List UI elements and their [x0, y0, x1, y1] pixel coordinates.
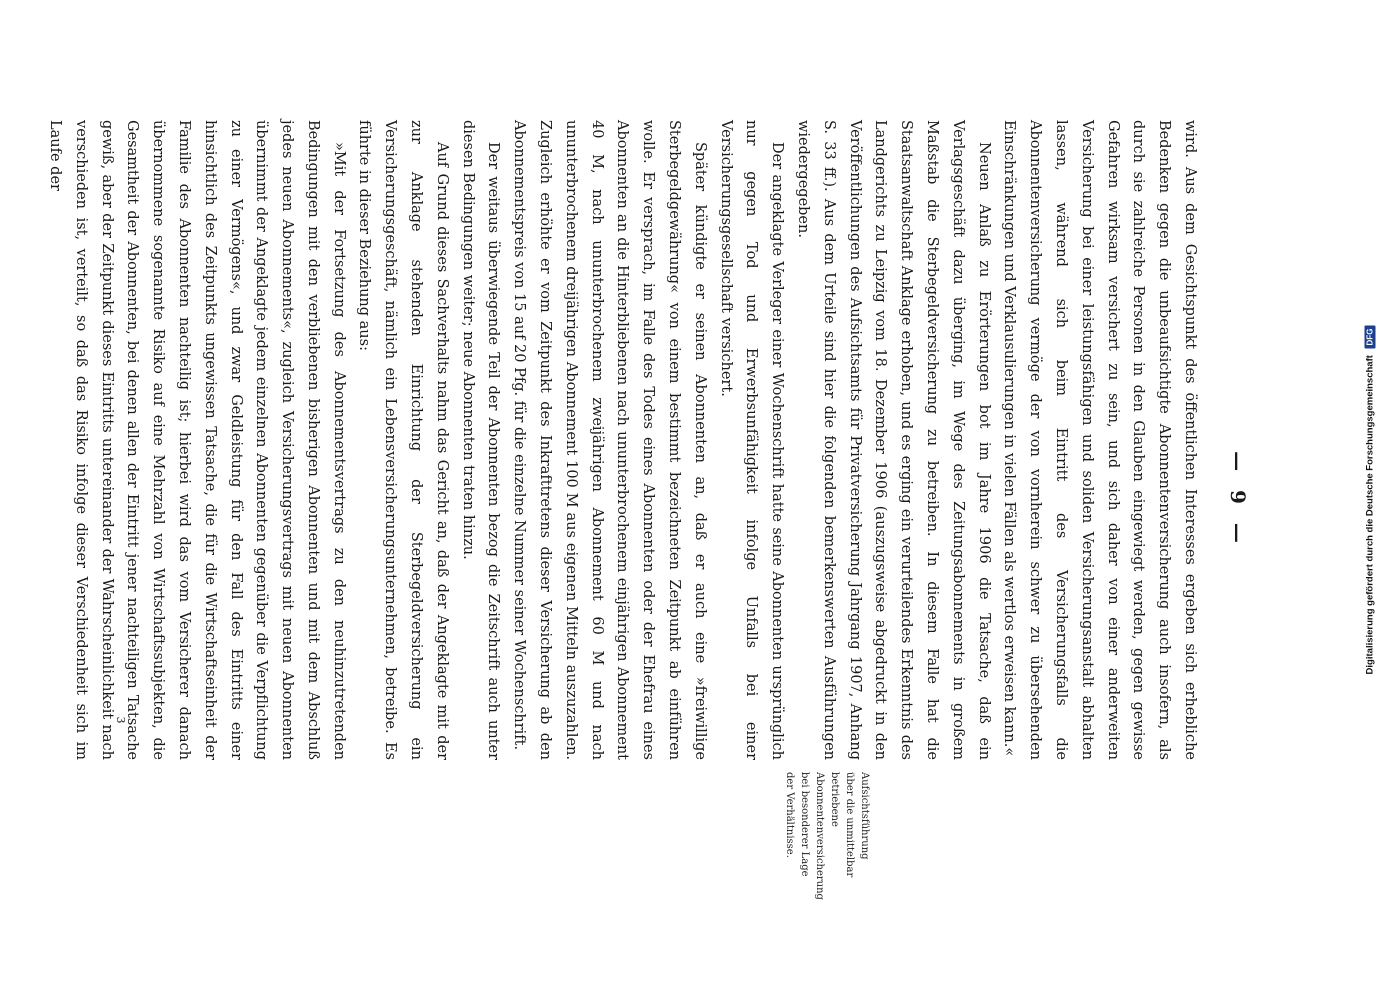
- document-page: [42, 60, 1342, 940]
- quoted-paragraph: »Mit der Fortsetzung des Abonnementsvertrags zu den neuhinzutretenden Bedingungen mit den verbliebenen bisherigen Abonnenten und mit dem Abschluß jedes neuen Abonnements«, zugleich Versicherungsvertrags mit neuen Abonnenten übernimmt der Angeklagte jedem einzelnen Abonnenten gegenüber die Verpflichtung zu einer Vermögens«, und zwar Geldleistung für den Fall des Eintritts einer hinsichtlich des Zeitpunkts ungewissen Tatsache, die für die Wirtschaftseinheit der Familie des Abonnenten nachteilig ist; hierbei wird das vom Versicherer danach übernommene sogenannte Risiko auf eine Mehrzahl von Wirtschaftssubjekten, die Gesamtheit der Abonnenten, bei denen allen der Eintritt jener nachteiligen Tatsache gewiß, aber der Zeitpunkt dieses Eintritts untereinander der Wahrscheinlichkeit nach verschieden ist, verteilt, so daß das Risiko infolge dieser Verschiedenheit sich im Laufe der: [46, 120, 347, 760]
- paragraph: Der angeklagte Verleger einer Wochenschrift hatte seine Abonnenten ursprünglich nur gegen Tod und Erwerbsunfähigkeit infolge Unfalls bei einer Versicherungsgesellschaft versichert.: [717, 120, 785, 760]
- paragraph: Der weitaus überwiegende Teil der Abonnenten bezog die Zeitschrift auch unter diesen Bedingungen weiter; neue Abonnenten traten hinzu.: [459, 120, 501, 760]
- signature-mark: 3: [113, 716, 127, 724]
- paragraph: Auf Grund dieses Sachverhalts nahm das Gericht an, daß der Angeklagte mit der zur Anklage stehenden Einrichtung der Sterbegeldversicherung ein Versicherungsgeschäft, nämlich ein Lebensversicherungsunternehmen, betreibe. Es führte in dieser Beziehung aus:: [356, 120, 450, 760]
- page-number: — 9 —: [1225, 451, 1250, 549]
- digitization-note: [1361, 10, 1379, 990]
- paragraph: Später kündigte er seinen Abonnenten an, daß er auch eine »freiwillige Sterbegeldgewährung« von einem bestimmt bezeichneten Zeitpunkt ab einführen wolle. Er versprach, im Falle des Todes eines Abonnenten oder der Ehefrau eines Abonnenten an die Hinterbliebenen nach ununterbrochenem einjährigen Abonnement 40 M, nach ununterbrochenem zweijährigen Abonnement 60 M und nach ununterbrochenem dreijährigen Abonnement 100 M aus eigenen Mitteln auszuzahlen. Zugleich erhöhte er vom Zeitpunkt des Inkrafttretens dieser Versicherung ab den Abonnementspreis von 15 auf 20 Pfg. für die einzelne Nummer seiner Wochenschrift.: [510, 120, 708, 760]
- paragraph: Neuen Anlaß zu Erörterungen bot im Jahre 1906 die Tatsache, daß ein Verlagsgeschäft dazu überging, im Wege des Zeitungsabonnements in großem Maßstab die Sterbegeldversicherung zu betreiben. In diesem Falle hat die Staatsanwaltschaft Anklage erhoben, und es erging ein verurteilendes Erkenntnis des Landgerichts zu Leipzig vom 18. Dezember 1906 (auszugsweise abgedruckt in den Veröffentlichungen des Aufsichtsamts für Privatversicherung Jahrgang 1907, Anhang S. 33 ff.). Aus dem Urteile sind hier die folgenden bemerkenswerten Ausführungen wiedergegeben.: [794, 120, 992, 760]
- digitization-text: Digitalisierung gefördert durch die Deutsche Forschungsgemeinschaft: [1364, 355, 1376, 675]
- paragraph: wird. Aus dem Gesichtspunkt des öffentlichen Interesses ergeben sich erhebliche Bedenken gegen die unbeaufsichtigte Abonnentenversicherung auch insofern, als durch sie zahlreiche Personen in den Glauben eingewiegt werden, gegen gewisse Gefahren wirksam versichert zu sein, und sich daher von einer anderweiten Versicherung bei einer leistungsfähigen und soliden Versicherungsanstalt abhalten lassen, während sich beim Eintritt des Versicherungsfalls die Abonnentenversicherung vermöge der von vornherein schwer zu übersehenden Einschränkungen und Verklausulierungen in vielen Fällen als wertlos erweisen kann.«: [1000, 120, 1198, 760]
- main-text: [41, 120, 1202, 760]
- dfg-logo: DFG: [1365, 326, 1376, 349]
- marginal-note: Aufsichtsführung über die unmittelbar betriebene Abonnentenversicherung bei besonderer Lage der Verhältnisse.: [783, 772, 870, 900]
